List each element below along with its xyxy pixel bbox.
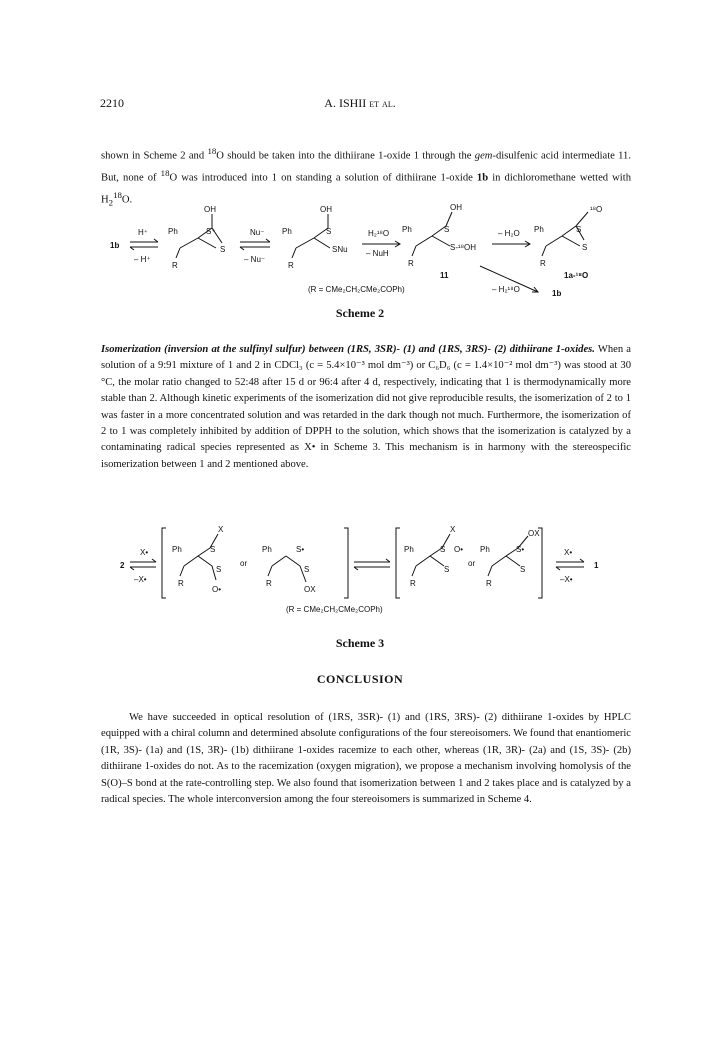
svg-text:R: R <box>486 579 492 588</box>
svg-text:S-¹⁸OH: S-¹⁸OH <box>450 243 477 252</box>
compound-1b-label: 1b <box>110 241 120 250</box>
svg-text:O•: O• <box>212 585 222 594</box>
svg-text:– H₂O: – H₂O <box>498 229 520 238</box>
page-number: 2210 <box>100 96 124 110</box>
svg-text:or: or <box>240 559 248 568</box>
paragraph-1: shown in Scheme 2 and $^{18}$O should be taken into the dithiirane 1-oxide 1 through the gem-disulfenic acid intermediate 11. But, none of $^{18}$O was introduced into 1 on standing a solution of dithiirane 1-oxide 1b in dichloromethane wetted with $H_2^{18}O$. <box>101 146 631 208</box>
svg-text:S: S <box>326 227 332 236</box>
compound-2-label: 2 <box>120 561 125 570</box>
svg-text:Ph: Ph <box>480 545 490 554</box>
compound-1-label: 1 <box>594 561 599 570</box>
conclusion-paragraph: We have succeeded in optical resolution of (1RS, 3SR)- (1) and (1RS, 3RS)- (2) dithiirane 1-oxides by HPLC equipped with a chiral column and determined absolute configurations of the four stereoisomers. We found that enantiomeric (1R, 3S)- (1a) and (1S, 3R)- (1b) dithiirane 1-oxides racemize to each other, whereas (1R, 3R)- (2a) and (1S, 3S)- (2b) dithiirane 1-oxides do not. As to the racemization (oxygen migration), we propose a mechanism involving homolysis of the S(O)–S bond at the rate-controlling step. We also found that isomerization between 1 and 2 takes place and is catalyzed by a radical species. The whole interconversion among the four stereoisomers is summarized in Scheme 4. <box>101 712 631 806</box>
svg-text:S: S <box>210 545 216 554</box>
svg-text:or: or <box>468 559 476 568</box>
svg-text:S•: S• <box>296 545 305 554</box>
svg-text:OH: OH <box>320 205 332 214</box>
svg-text:Ph: Ph <box>172 545 182 554</box>
section-heading-isomerization: Isomerization (inversion at the sulfinyl sulfur) between (1RS, 3SR)- (1) and (1RS, 3RS)- (2) dithiirane 1-oxides. <box>101 344 595 355</box>
equilibrium-arrow <box>354 559 390 570</box>
svg-text:OX: OX <box>528 529 540 538</box>
protonated-dithiirane-structure <box>176 214 222 258</box>
svg-text:S: S <box>220 245 226 254</box>
svg-text:S: S <box>216 565 222 574</box>
svg-text:R: R <box>288 261 294 270</box>
svg-text:S⁺: S⁺ <box>206 227 216 236</box>
svg-text:H⁺: H⁺ <box>138 228 148 237</box>
conclusion-heading: CONCLUSION <box>316 672 404 686</box>
svg-text:R: R <box>172 261 178 270</box>
equilibrium-arrow <box>240 239 270 250</box>
svg-text:S: S <box>444 225 450 234</box>
svg-text:–X•: –X• <box>560 575 573 584</box>
svg-text:O•: O• <box>454 545 464 554</box>
svg-text:SNu: SNu <box>332 245 348 254</box>
equilibrium-arrow <box>556 559 584 570</box>
svg-text:OX: OX <box>304 585 316 594</box>
scheme-3-caption: Scheme 3 <box>335 636 385 650</box>
svg-text:– Nu⁻: – Nu⁻ <box>244 255 266 264</box>
paragraph-2: Isomerization (inversion at the sulfinyl sulfur) between (1RS, 3SR)- (1) and (1RS, 3RS)- (2) dithiirane 1-oxides. When a solution of a 9:91 mixture of 1 and 2 in CDCl₃ (c = 5.4×10⁻³ mol dm⁻³) or C₆D₆ (c = 1.4×10⁻² mol dm⁻³) was stood at 30 °C, the molar ratio changed to 52:48 after 15 d or 96:4 after 4 d, respectively, indicating that 1 is thermodynamically more stable than 2. Although kinetic experiments of the isomerization did not give reproducible results, the isomerization of 2 to 1 was faster in a more concentrated solution and was retarded in the dark though not much. Furthermore, the isomerization of 2 to 1 was completely inhibited by addition of DPPH to the solution, which shows that the isomerization is catalyzed by a contaminating radical species represented as X• in Scheme 3. This mechanism is in harmony with the stereospecific isomerization between 1 and 2 mentioned above. <box>101 344 631 470</box>
svg-text:S: S <box>444 565 450 574</box>
svg-text:OH: OH <box>450 203 462 212</box>
bracket <box>162 528 348 598</box>
compound-1b-label-end: 1b <box>552 289 562 298</box>
nucleophile-adduct-structure <box>292 214 330 258</box>
equilibrium-arrow <box>130 239 158 250</box>
svg-text:OH: OH <box>204 205 216 214</box>
equilibrium-arrow <box>130 559 156 570</box>
svg-text:X: X <box>218 525 224 534</box>
svg-text:S•: S• <box>516 545 525 554</box>
svg-text:S: S <box>576 225 582 234</box>
svg-text:– H⁺: – H⁺ <box>134 255 151 264</box>
svg-text:Ph: Ph <box>534 225 544 234</box>
svg-text:H₂¹⁸O: H₂¹⁸O <box>368 229 390 238</box>
svg-text:Ph: Ph <box>168 227 178 236</box>
radical-intermediate-structure <box>180 534 218 580</box>
svg-text:R: R <box>408 259 414 268</box>
svg-text:– H₂¹⁸O: – H₂¹⁸O <box>492 285 520 294</box>
compound-11-label: 11 <box>440 271 449 280</box>
gem-disulfenic-acid-structure <box>412 212 452 256</box>
compound-1a-18o-label: 1a-¹⁸O <box>564 271 589 280</box>
scheme-2-caption: Scheme 2 <box>335 306 385 320</box>
svg-text:Ph: Ph <box>402 225 412 234</box>
svg-text:– NuH: – NuH <box>366 249 389 258</box>
svg-text:S: S <box>520 565 526 574</box>
scheme-3-diagram <box>100 520 640 620</box>
running-head: A. ISHII et al. <box>324 96 396 110</box>
svg-text:Ph: Ph <box>282 227 292 236</box>
svg-text:Ph: Ph <box>262 545 272 554</box>
svg-text:S: S <box>304 565 310 574</box>
svg-text:¹⁸O: ¹⁸O <box>590 205 603 214</box>
radical-intermediate-structure <box>268 556 306 582</box>
svg-text:S: S <box>440 545 446 554</box>
r-definition: (R = CMe₂CH₂CMe₂COPh) <box>286 605 383 614</box>
reaction-arrow <box>492 241 530 247</box>
svg-text:R: R <box>540 259 546 268</box>
svg-text:Nu⁻: Nu⁻ <box>250 228 265 237</box>
scheme-2-diagram <box>100 200 640 300</box>
reaction-arrow <box>362 241 400 247</box>
svg-text:X: X <box>450 525 456 534</box>
svg-text:R: R <box>410 579 416 588</box>
svg-text:R: R <box>266 579 272 588</box>
svg-text:S: S <box>582 243 588 252</box>
svg-text:X•: X• <box>564 548 573 557</box>
svg-text:Ph: Ph <box>404 545 414 554</box>
svg-text:X•: X• <box>140 548 149 557</box>
svg-text:R: R <box>178 579 184 588</box>
svg-text:–X•: –X• <box>134 575 147 584</box>
r-definition: (R = CMe₂CH₂CMe₂COPh) <box>308 285 405 294</box>
